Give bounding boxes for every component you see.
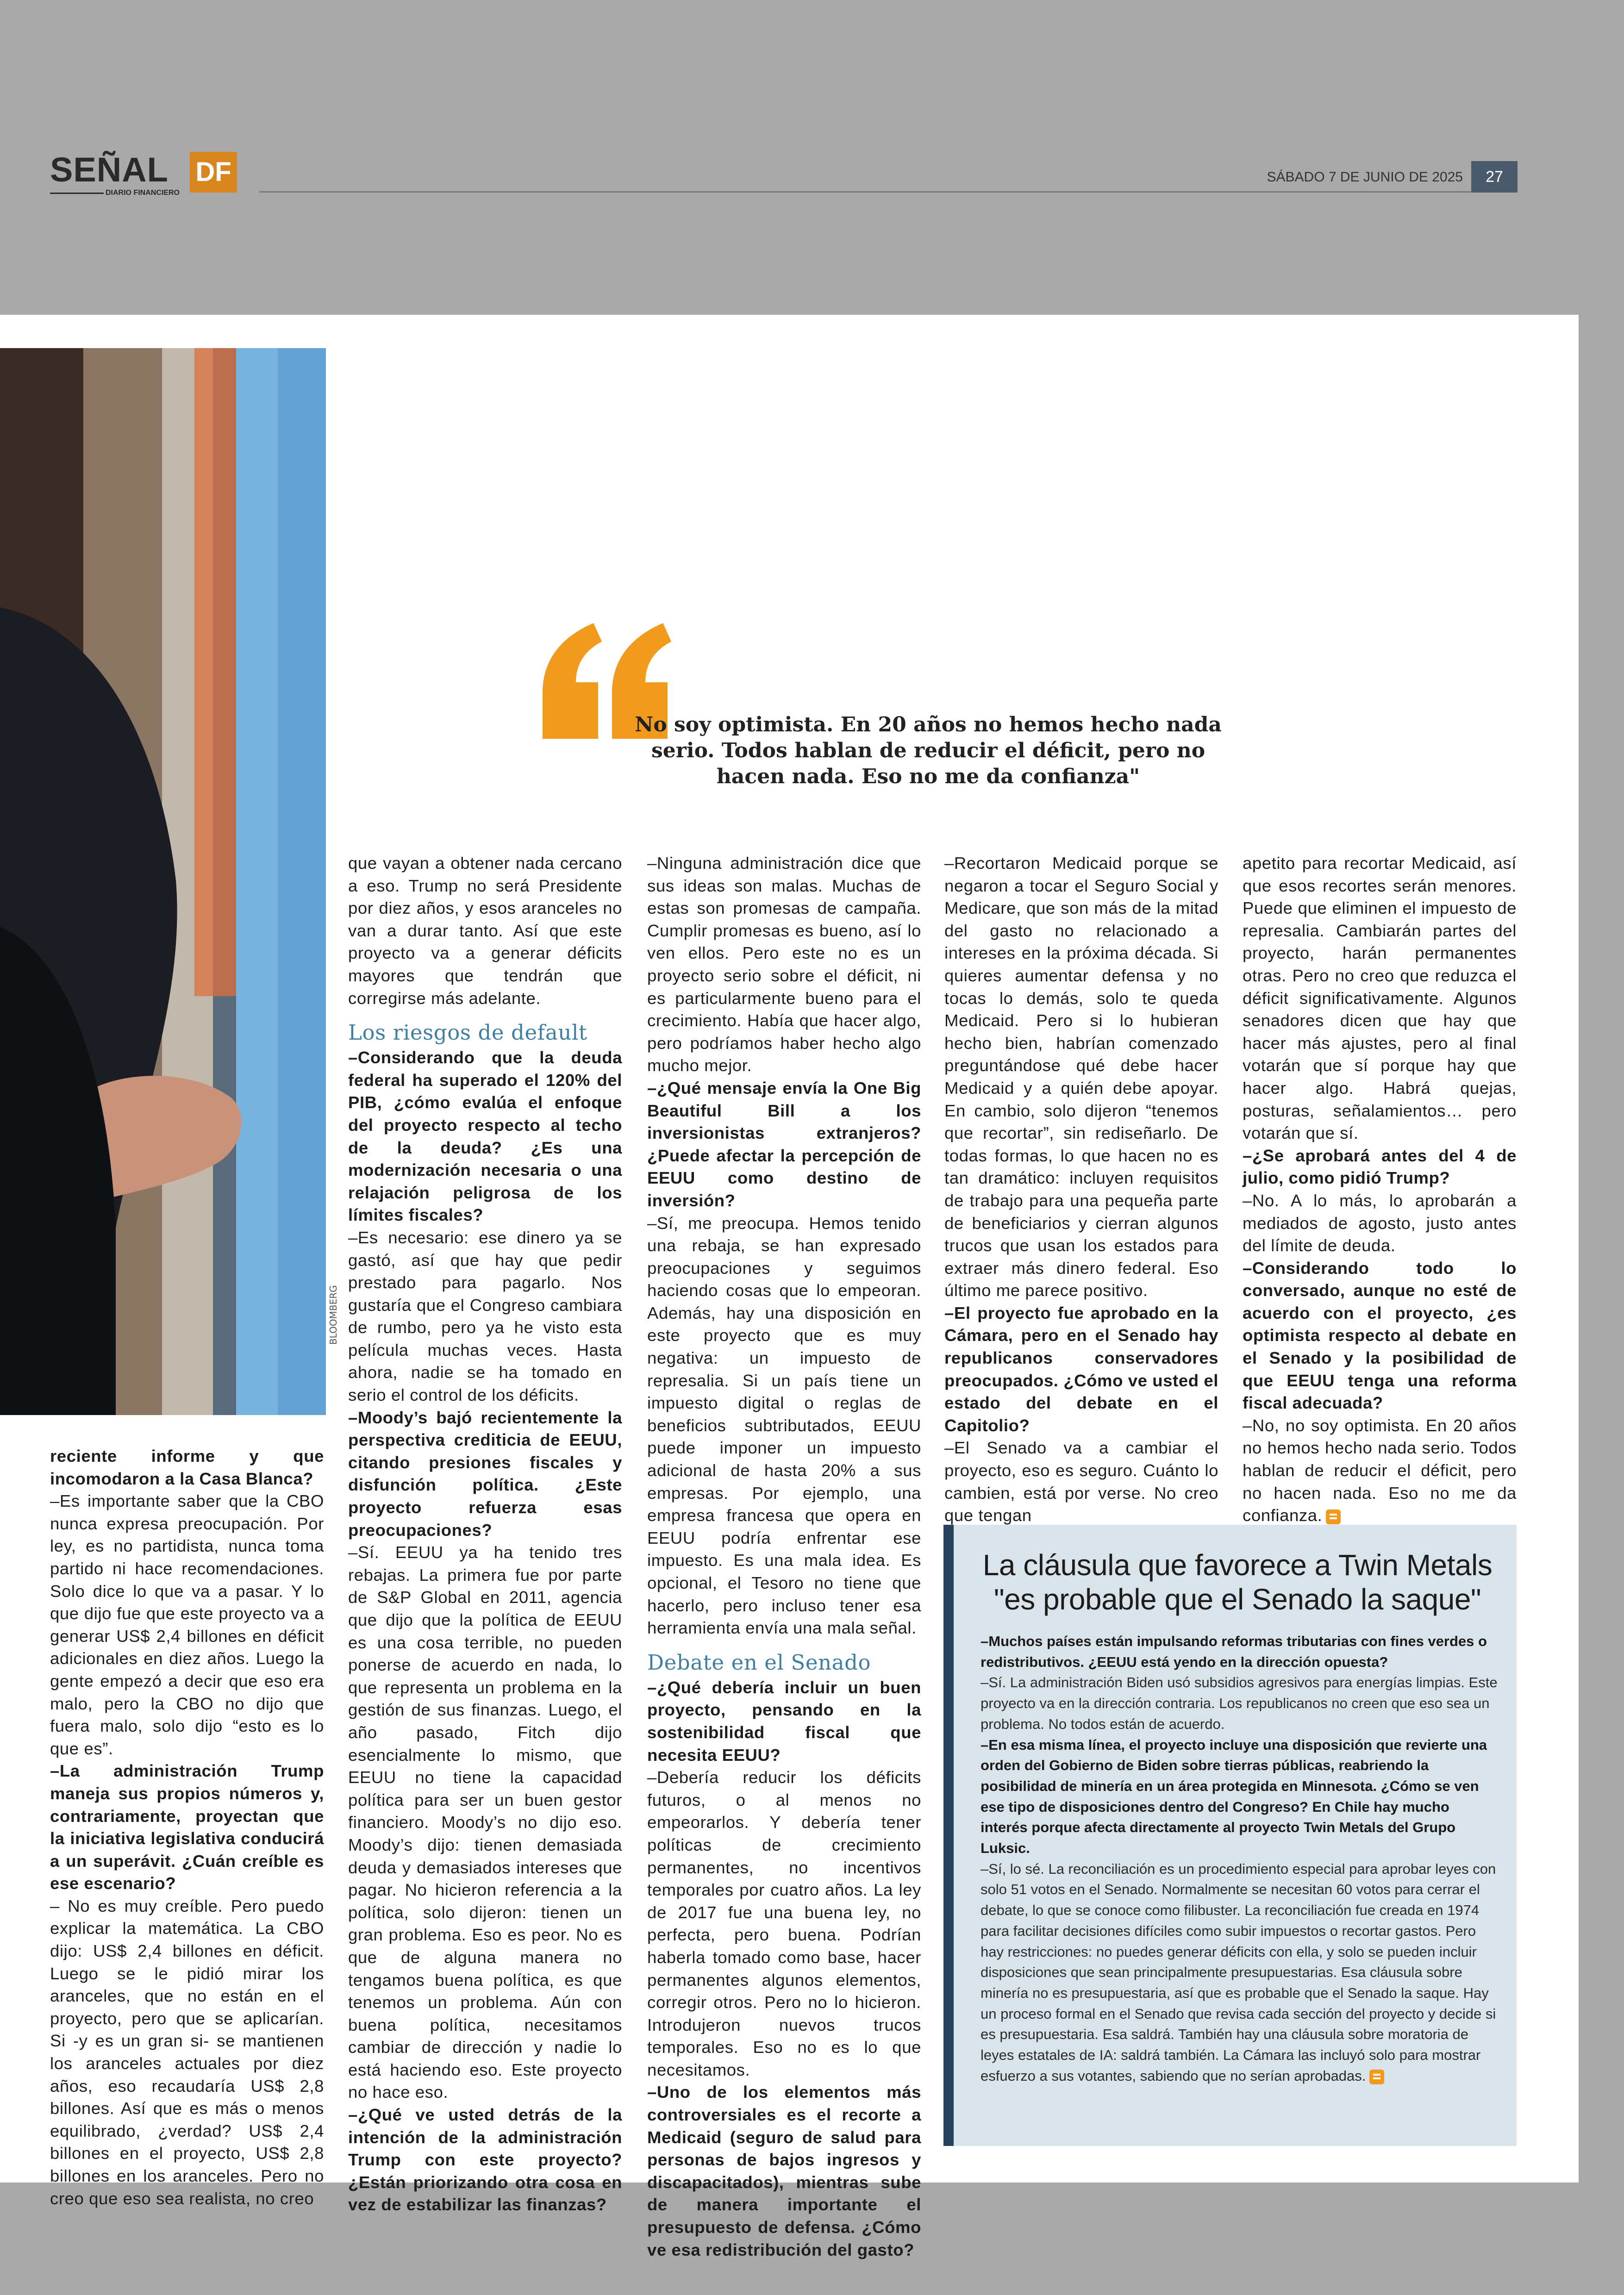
interview-question xyxy=(1243,1257,1517,1415)
paragraph-text: –¿Qué mensaje envía la One Big Beautiful Bill a los inversionistas extranjeros? ¿Puede afectar la percepción de EEUU como destino de inversión? xyxy=(647,1078,921,1210)
interview-answer xyxy=(647,852,921,1077)
interview-question xyxy=(348,1407,622,1542)
article-column-5 xyxy=(1243,852,1517,1527)
paragraph-text: –Considerando todo lo conversado, aunque no esté de acuerdo con el proyecto, ¿es optimista respecto al debate en el Senado y la posibilidad de que EEUU tenga una reforma fiscal adecuada? xyxy=(1243,1258,1517,1413)
paragraph-text: –Debería reducir los déficits futuros, o al menos no empeorarlos. Y debería tener políticas de crecimiento permanentes, no incentivos temporales por cuatro años. La ley de 2017 fue una buena ley, no perfecta, pero buena. Podrían haberla tomado como base, hacer permanentes algunos elementos, corregir otros. Pero no lo hicieron. Introdujeron nuevos trucos temporales. Eso no es lo que necesitamos. xyxy=(647,1768,921,2079)
interview-answer xyxy=(1243,1415,1517,1527)
logo-badge: DF xyxy=(190,152,237,193)
interview-question xyxy=(647,2081,921,2261)
paragraph-text: –La administración Trump maneja sus propios números y, contrariamente, proyectan que la iniciativa legislativa conducirá a un superávit. ¿Cuán creíble es ese escenario? xyxy=(50,1761,324,1893)
paragraph-text: –Sí, me preocupa. Hemos tenido una rebaja, se han expresado preocupaciones y seguimos haciendo cosas que lo empeoran. Además, hay una disposición en este proyecto que es muy negativa: un impuesto de represalia. Si un país tiene un impuesto digital o reglas de beneficios subtributados, EEUU puede imponer un impuesto adicional de hasta 20% a sus empresas. Por ejemplo, una empresa francesa que opera en EEUU podría enfrentar ese impuesto. Es una mala idea. Es opcional, el Tesoro no tiene que hacerlo, pero incluso tener esa herramienta envía una mala señal. xyxy=(647,1213,921,1638)
interview-answer xyxy=(50,1895,324,2210)
paragraph-text: Los riesgos de default xyxy=(348,1020,587,1045)
photo-illustration xyxy=(0,348,326,1415)
paragraph-text: –Considerando que la deuda federal ha superado el 120% del PIB, ¿cómo evalúa el enfoque del proyecto respecto al techo de la deuda? ¿Es una modernización necesaria o una relajación peligrosa de los límites fiscales? xyxy=(348,1048,622,1225)
pull-quote: No soy optimista. En 20 años no hemos hecho nada serio. Todos hablan de reducir el déficit, pero no hacen nada. Eso no me da confianza" xyxy=(635,713,1222,788)
sidebar-body xyxy=(981,1631,1499,2086)
paragraph-text: –No, no soy optimista. En 20 años no hemos hecho nada serio. Todos hablan de reducir el déficit, pero no hacen nada. Eso no me da confianza. xyxy=(1243,1416,1517,1525)
paragraph-text: reciente informe y que incomodaron a la Casa Blanca? xyxy=(50,1447,324,1488)
interview-question xyxy=(981,1735,1499,1859)
paragraph-text: –Moody’s bajó recientemente la perspectiva crediticia de EEUU, citando presiones fiscales y disfunción política. ¿Este proyecto refuerza esas preocupaciones? xyxy=(348,1408,622,1540)
interview-question xyxy=(50,1445,324,1490)
article-column-2 xyxy=(348,852,622,2216)
interview-answer xyxy=(981,1859,1499,2087)
paragraph-text: –Sí. La administración Biden usó subsidios agresivos para energías limpias. Este proyecto va en la dirección contraria. Los republicanos no creen que eso sea un problema. No todos están de acuerdo. xyxy=(981,1674,1498,1732)
logo-text: SEÑAL xyxy=(50,150,169,189)
interview-question xyxy=(981,1631,1499,1672)
paragraph-text: –¿Qué ve usted detrás de la intención de la administración Trump con este proyecto? ¿Están priorizando otra cosa en vez de estabilizar las finanzas? xyxy=(348,2105,622,2214)
section-subheading xyxy=(348,1020,622,1046)
interview-question xyxy=(647,1077,921,1212)
interview-question xyxy=(348,2104,622,2216)
paragraph-text: –Muchos países están impulsando reformas tributarias con fines verdes o redistributivos. ¿EEUU está yendo en la dirección opuesta? xyxy=(981,1633,1487,1670)
interview-answer xyxy=(348,1541,622,2104)
end-of-article-icon xyxy=(1369,2070,1384,2084)
issue-date: SÁBADO 7 DE JUNIO DE 2025 xyxy=(1267,169,1463,185)
sidebar-box xyxy=(943,1525,1517,2146)
interview-answer xyxy=(647,1212,921,1640)
sidebar-title-line-1: La cláusula que favorece a Twin Metals xyxy=(982,1548,1493,1582)
interview-question xyxy=(944,1302,1218,1437)
paragraph-text: –Ninguna administración dice que sus ideas son malas. Muchas de estas son promesas de campaña. Cumplir promesas es bueno, así lo ven ellos. Pero este no es un proyecto serio sobre el déficit, ni es particularmente bueno para el crecimiento. Había que hacer algo, pero podríamos haber hecho algo mucho mejor. xyxy=(647,854,921,1075)
article-column-1 xyxy=(50,1445,324,2210)
paragraph-text: –¿Se aprobará antes del 4 de julio, como pidió Trump? xyxy=(1243,1146,1517,1188)
paragraph-text: –Sí, lo sé. La reconciliación es un procedimiento especial para aprobar leyes con solo 51 votos en el Senado. Normalmente se necesitan 60 votos para cerrar el debate, lo que se conoce como filibuster. La reconciliación fue creada en 1974 para facilitar decisiones difíciles como subir impuestos o recortar gastos. Pero hay restricciones: no puedes generar déficits con ella, y solo se pueden incluir disposiciones que sean principalmente presupuestarias. Esa cláusula sobre minería no es presupuestaria, así que es probable que el Senado la saque. Hay un proceso formal en el Senado que revisa cada sección del proyecto y decide si es presupuestaria. Esa saldrá. También hay una cláusula sobre moratoria de leyes estatales de IA: saldrá también. La Cámara las incluyó solo para mostrar esfuerzo a sus votantes, sabiendo que no serían aprobadas. xyxy=(981,1860,1496,2084)
interview-answer xyxy=(944,852,1218,1302)
paragraph-text: –Sí. EEUU ya ha tenido tres rebajas. La primera fue por parte de S&P Global en 2011, agencia que dijo que la política de EEUU es una cosa terrible, no pueden ponerse de acuerdo en nada, lo que representa un problema en la gestión de sus finanzas. Luego, el año pasado, Fitch dijo esencialmente lo mismo, que EEUU no tiene la capacidad política para ser un buen gestor financiero. Moody’s no dijo eso. Moody’s dijo: tienen demasiada deuda y demasiados intereses que pagar. No hicieron referencia a la política, solo dijeron: tienen un gran problema. Eso es peor. No es que de alguna manera no tengamos buena política, es que tenemos un problema. Aún con buena política, necesitamos cambiar de dirección y nadie lo está haciendo eso. Este proyecto no hace eso. xyxy=(348,1543,622,2102)
interview-answer xyxy=(1243,1190,1517,1257)
logo-subtitle: DIARIO FINANCIERO xyxy=(106,189,180,197)
article-page xyxy=(0,315,1579,2259)
article-column-3 xyxy=(647,852,921,2261)
photo-credit: BLOOMBERG xyxy=(328,1285,339,1345)
paragraph-text: –El proyecto fue aprobado en la Cámara, pero en el Senado hay republicanos conservadores preocupados. ¿Cómo ve usted el estado del debate en el Capitolio? xyxy=(944,1303,1218,1435)
article-column-4 xyxy=(944,852,1218,1527)
paragraph-text: –No. A lo más, lo aprobarán a mediados de agosto, justo antes del límite de deuda. xyxy=(1243,1191,1517,1255)
interview-answer xyxy=(50,1490,324,1760)
interview-answer xyxy=(348,1227,622,1407)
interview-question xyxy=(1243,1145,1517,1190)
paragraph-text: –El Senado va a cambiar el proyecto, eso es seguro. Cuánto lo cambien, está por verse. No creo que tengan xyxy=(944,1438,1218,1525)
page-header xyxy=(0,0,1624,315)
interview-question xyxy=(647,1677,921,1766)
paragraph-text: que vayan a obtener nada cercano a eso. Trump no será Presidente por diez años, y esos aranceles no van a durar tanto. Así que este proyecto va a generar déficits mayores que tendrán que corregirse más adelante. xyxy=(348,854,622,1008)
paragraph-text: – No es muy creíble. Pero puedo explicar la matemática. La CBO dijo: US$ 2,4 billones en déficit. Luego se le pidió mirar los aranceles, que no están en el proyecto, pero que se aplicarían. Si -y es un gran si- se mantienen los aranceles actuales por diez años, eso recaudaría US$ 2,8 billones. Así que es más o menos equilibrado, ¿verdad? US$ 2,4 billones en el proyecto, US$ 2,8 billones en los aranceles. Pero no creo que eso sea realista, no creo xyxy=(50,1896,324,2208)
interview-question xyxy=(348,1047,622,1227)
logo-underline xyxy=(50,193,104,194)
sidebar-accent-bar xyxy=(943,1525,954,2146)
paragraph-text: –Es importante saber que la CBO nunca expresa preocupación. Por ley, es no partidista, nunca toma partido ni hace recomendaciones. Solo dice lo que va a pasar. Y lo que dijo fue que este proyecto va a generar US$ 2,4 billones en déficit adicionales en diez años. Luego la gente empezó a decir que eso era malo, pero la CBO no dijo que fuera malo, solo dijo “esto es lo que es”. xyxy=(50,1491,324,1758)
paragraph-text: –Recortaron Medicaid porque se negaron a tocar el Seguro Social y Medicare, que son más de la mitad del gasto no relacionado a intereses en la próxima década. Si quieres aumentar defensa y no tocas lo demás, solo te queda Medicaid. Pero si lo hubieran hecho bien, habrían comenzado preguntándose qué debe hacer Medicaid y a quién debe apoyar. En cambio, solo dijeron “tenemos que recortar”, sin rediseñarlo. De todas formas, lo que hacen no es tan dramático: incluyen requisitos de trabajo para una pequeña parte de beneficiarios y cierran algunos trucos que usan los estados para extraer más dinero federal. Eso último me parece positivo. xyxy=(944,854,1218,1300)
paragraph-text: Debate en el Senado xyxy=(647,1650,871,1675)
sidebar-title-line-2: "es probable que el Senado la saque" xyxy=(993,1583,1481,1616)
interviewee-photo xyxy=(0,348,326,1415)
sidebar-title xyxy=(976,1548,1499,1616)
paragraph-text: –En esa misma línea, el proyecto incluye una disposición que revierte una orden del Gobierno de Biden sobre tierras públicas, reabriendo la posibilidad de minería en un área protegida en Minnesota. ¿Cómo se ven ese tipo de disposiciones dentro del Congreso? En Chile hay mucho interés porque afecta directamente al proyecto Twin Metals del Grupo Luksic. xyxy=(981,1736,1487,1857)
header-rule xyxy=(259,191,1472,193)
interview-answer xyxy=(1243,852,1517,1145)
interview-answer xyxy=(647,1766,921,2081)
paragraph-text: –Uno de los elementos más controversiales es el recorte a Medicaid (seguro de salud para personas de bajos ingresos y discapacitados), mientras sube de manera importante el presupuesto de defensa. ¿Cómo ve esa redistribución del gasto? xyxy=(647,2083,921,2259)
interview-question xyxy=(50,1760,324,1895)
paragraph-text: –¿Qué debería incluir un buen proyecto, pensando en la sostenibilidad fiscal que necesita EEUU? xyxy=(647,1678,921,1765)
section-subheading xyxy=(647,1650,921,1676)
interview-answer xyxy=(348,852,622,1010)
page-number: 27 xyxy=(1471,161,1518,193)
paragraph-text: –Es necesario: ese dinero ya se gastó, así que hay que pedir prestado para pagarlo. Nos gustaría que el Congreso cambiara de rumbo, pero ya he visto esta película muchas veces. Hasta ahora, nadie se ha tomado en serio el control de los déficits. xyxy=(348,1228,622,1405)
interview-answer xyxy=(944,1437,1218,1527)
end-of-article-icon xyxy=(1326,1509,1341,1524)
paragraph-text: apetito para recortar Medicaid, así que esos recortes serán menores. Puede que eliminen el impuesto de represalia. Cambiarán partes del proyecto, harán permanentes otras. Pero no creo que reduzca el déficit significativamente. Algunos senadores dicen que hay que hacer más ajustes, pero al final votarán que sí porque hay que hacer algo. Habrá quejas, posturas, señalamientos… pero votarán que sí. xyxy=(1243,854,1517,1143)
interview-answer xyxy=(981,1672,1499,1734)
